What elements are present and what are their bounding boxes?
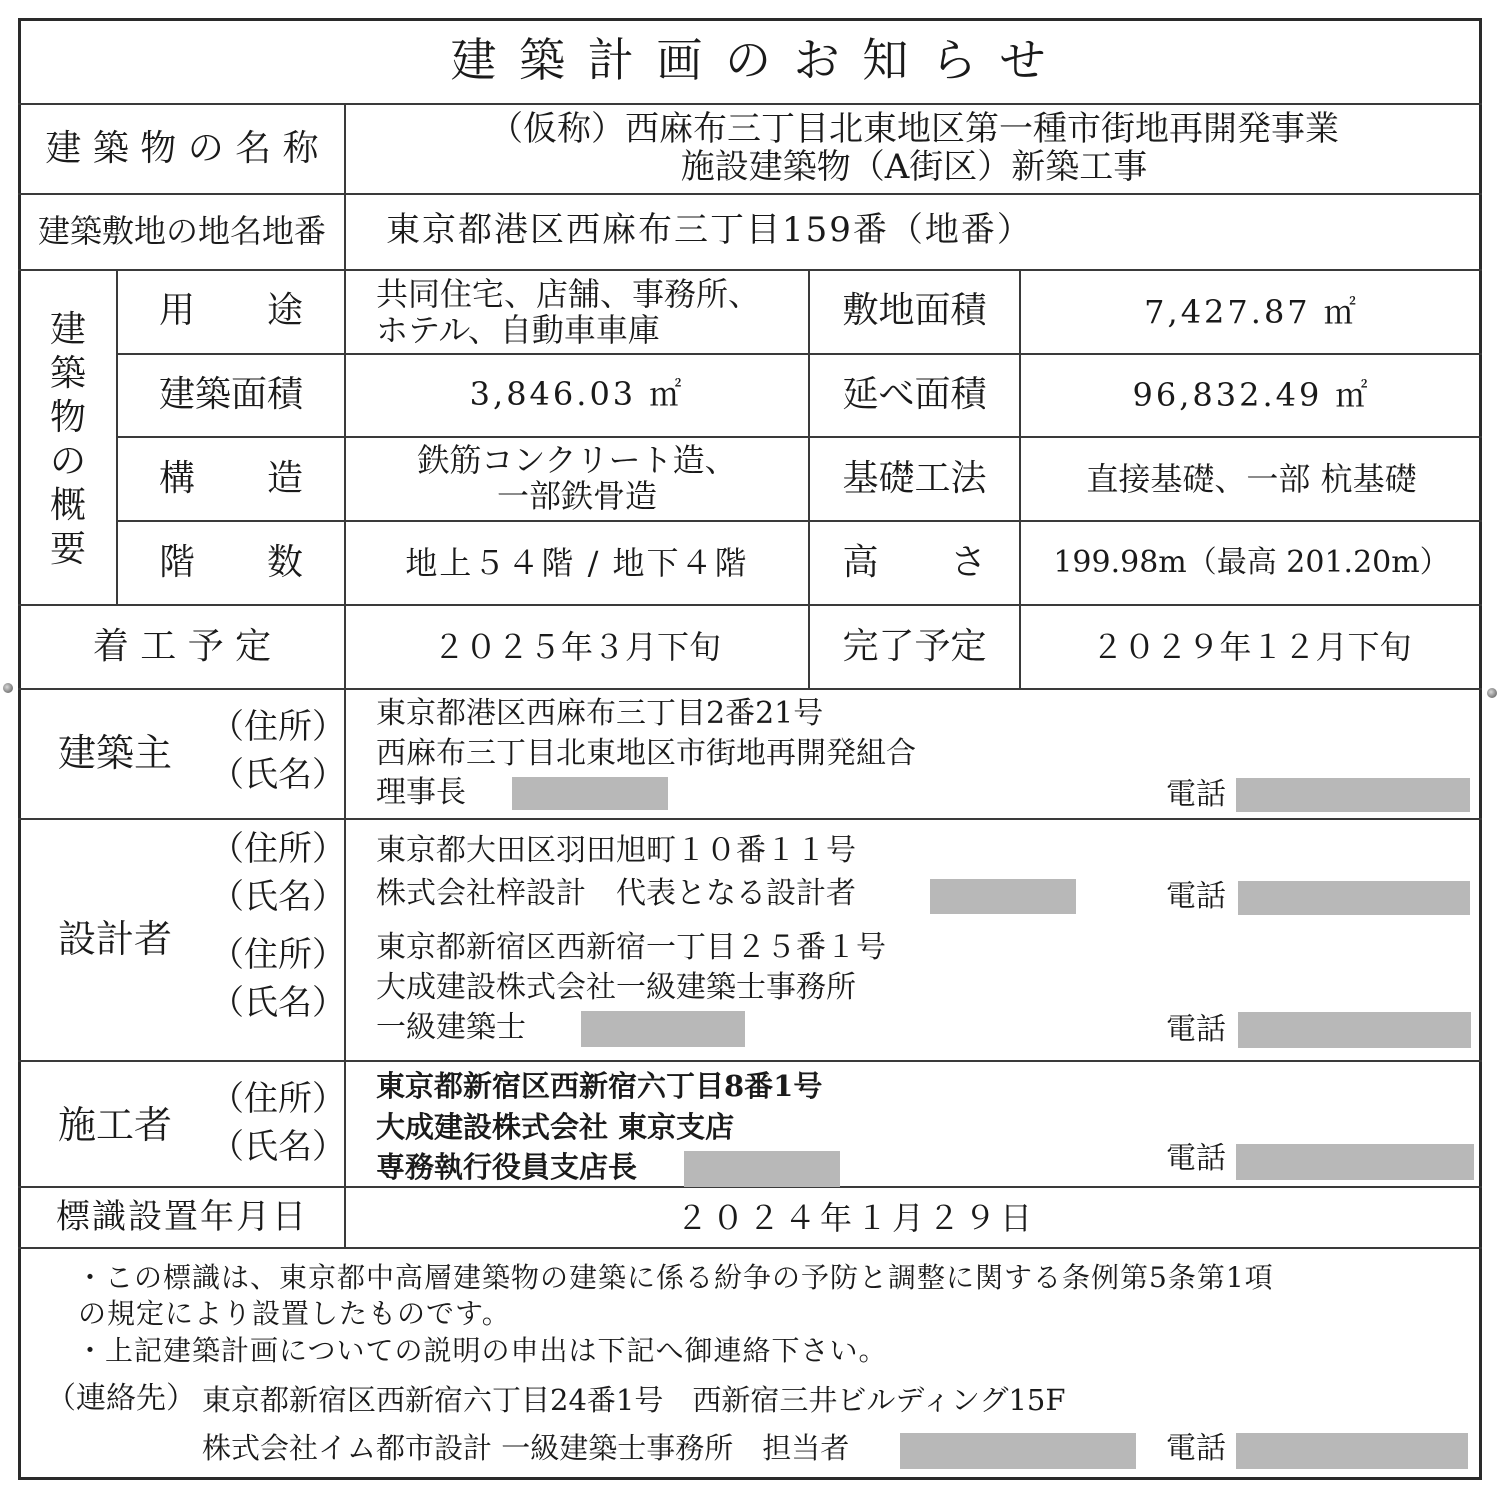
owner-address: 東京都港区西麻布三丁目2番21号 <box>376 696 824 731</box>
foundation-label: 基礎工法 <box>842 458 987 499</box>
sign-date-value: ２０２４年１月２９日 <box>675 1199 1036 1237</box>
building-area-label: 建築面積 <box>158 374 303 415</box>
contact-org: 株式会社イム都市設計 一級建築士事務所 担当者 <box>202 1431 850 1465</box>
screw-left <box>3 683 13 693</box>
structure-label: 構 造 <box>158 458 303 499</box>
site-value: 東京都港区西麻布三丁目159番（地番） <box>386 210 1033 250</box>
rule-title <box>18 103 1482 105</box>
rule-name <box>18 193 1482 195</box>
owner-name-label: （氏名） <box>210 755 346 795</box>
owner-rep-redaction <box>512 777 668 810</box>
overview-vertical-label: 建築物の概要 <box>49 309 86 570</box>
designer-address-label-2: （住所） <box>210 935 346 975</box>
constructor-rep-redaction <box>684 1151 840 1187</box>
designer-address-1: 東京都大田区羽田旭町１０番１１号 <box>376 833 856 868</box>
name-label: 建 築 物 の 名 称 <box>45 128 319 169</box>
owner-org: 西麻布三丁目北東地区市街地再開発組合 <box>376 736 916 771</box>
sign-date-label: 標識設置年月日 <box>56 1197 308 1237</box>
constructor-name-label: （氏名） <box>210 1127 346 1167</box>
rule-site <box>18 269 1482 271</box>
owner-tel-redaction <box>1236 778 1470 812</box>
note-2: ・上記建築計画についての説明の申出は下記へ御連絡下さい。 <box>76 1334 888 1367</box>
name-line2: 施設建築物（A街区）新築工事 <box>680 147 1148 187</box>
structure-value: 鉄筋コンクリート造、 一部鉄骨造 <box>417 441 737 515</box>
rule-structure <box>116 520 1482 522</box>
contact-tel-label: 電話 <box>1166 1431 1226 1466</box>
designer-name-label-2: （氏名） <box>210 983 346 1023</box>
contact-person-redaction <box>900 1433 1136 1469</box>
designer-rep-2-redaction <box>581 1011 745 1047</box>
floor-area-label: 延べ面積 <box>842 374 987 415</box>
constructor-label: 施工者 <box>58 1103 173 1147</box>
rule-floors <box>18 604 1482 606</box>
height-value: 199.98m（最高 201.20m） <box>1053 545 1450 580</box>
rule-label-column <box>344 103 346 1247</box>
rule-schedule <box>18 688 1482 690</box>
designer-address-2: 東京都新宿区西新宿一丁目２５番１号 <box>376 930 886 965</box>
page-title: 建 築 計 画 の お 知 ら せ <box>450 33 1050 87</box>
constructor-tel-redaction <box>1236 1144 1474 1180</box>
building-area-value: 3,846.03 ㎡ <box>469 375 685 413</box>
end-value: ２０２９年１２月下旬 <box>1091 628 1412 666</box>
foundation-value: 直接基礎、一部 杭基礎 <box>1086 460 1417 498</box>
start-label: 着 工 予 定 <box>92 626 272 667</box>
site-area-value: 7,427.87 ㎡ <box>1144 293 1359 331</box>
designer-label: 設計者 <box>58 917 173 961</box>
designer-tel-2-redaction <box>1238 1012 1471 1048</box>
designer-org-1: 株式会社梓設計 代表となる設計者 <box>376 876 856 911</box>
rule-designer <box>18 1060 1482 1062</box>
contact-label: （連絡先） <box>46 1381 196 1416</box>
use-value: 共同住宅、店舗、事務所、 ホテル、自動車車庫 <box>376 275 761 349</box>
designer-rep-2: 一級建築士 <box>376 1010 526 1045</box>
owner-label: 建築主 <box>58 731 173 775</box>
name-line1: （仮称）西麻布三丁目北東地区第一種市街地再開発事業 <box>489 109 1339 149</box>
constructor-address: 東京都新宿区西新宿六丁目8番1号 <box>376 1069 823 1103</box>
designer-rep-1-redaction <box>930 879 1076 914</box>
owner-tel-label: 電話 <box>1166 777 1226 812</box>
note-1-line-1: ・この標識は、東京都中高層建築物の建築に係る紛争の予防と調整に関する条例第5条第1項 <box>76 1261 1274 1294</box>
rule-date <box>18 1247 1482 1249</box>
contact-address: 東京都新宿区西新宿六丁目24番1号 西新宿三井ビルディング15F <box>202 1383 1066 1417</box>
floors-label: 階 数 <box>158 542 303 583</box>
designer-tel-label-1: 電話 <box>1166 879 1226 914</box>
constructor-address-label: （住所） <box>210 1079 346 1119</box>
rule-use <box>116 353 1482 355</box>
owner-address-label: （住所） <box>210 707 346 747</box>
owner-rep: 理事長 <box>376 775 466 810</box>
height-label: 高 さ <box>842 542 987 583</box>
start-value: ２０２５年３月下旬 <box>432 628 721 666</box>
rule-area <box>116 436 1482 438</box>
rule-owner <box>18 818 1482 820</box>
designer-address-label-1: （住所） <box>210 829 346 869</box>
screw-right <box>1487 688 1497 698</box>
use-label: 用 途 <box>158 290 303 331</box>
constructor-org: 大成建設株式会社 東京支店 <box>376 1110 735 1144</box>
note-1-line-2: の規定により設置したものです。 <box>78 1297 511 1330</box>
site-area-label: 敷地面積 <box>842 290 987 331</box>
designer-org-2: 大成建設株式会社一級建築士事務所 <box>376 970 856 1005</box>
designer-tel-1-redaction <box>1238 881 1470 915</box>
end-label: 完了予定 <box>842 626 987 667</box>
designer-tel-label-2: 電話 <box>1166 1012 1226 1047</box>
floor-area-value: 96,832.49 ㎡ <box>1132 376 1371 414</box>
floors-value: 地上５４階 / 地下４階 <box>405 544 749 582</box>
contact-tel-redaction <box>1236 1433 1468 1469</box>
constructor-tel-label: 電話 <box>1166 1141 1226 1176</box>
site-label: 建築敷地の地名地番 <box>37 212 326 250</box>
designer-name-label-1: （氏名） <box>210 877 346 917</box>
constructor-rep: 専務執行役員支店長 <box>376 1150 638 1184</box>
